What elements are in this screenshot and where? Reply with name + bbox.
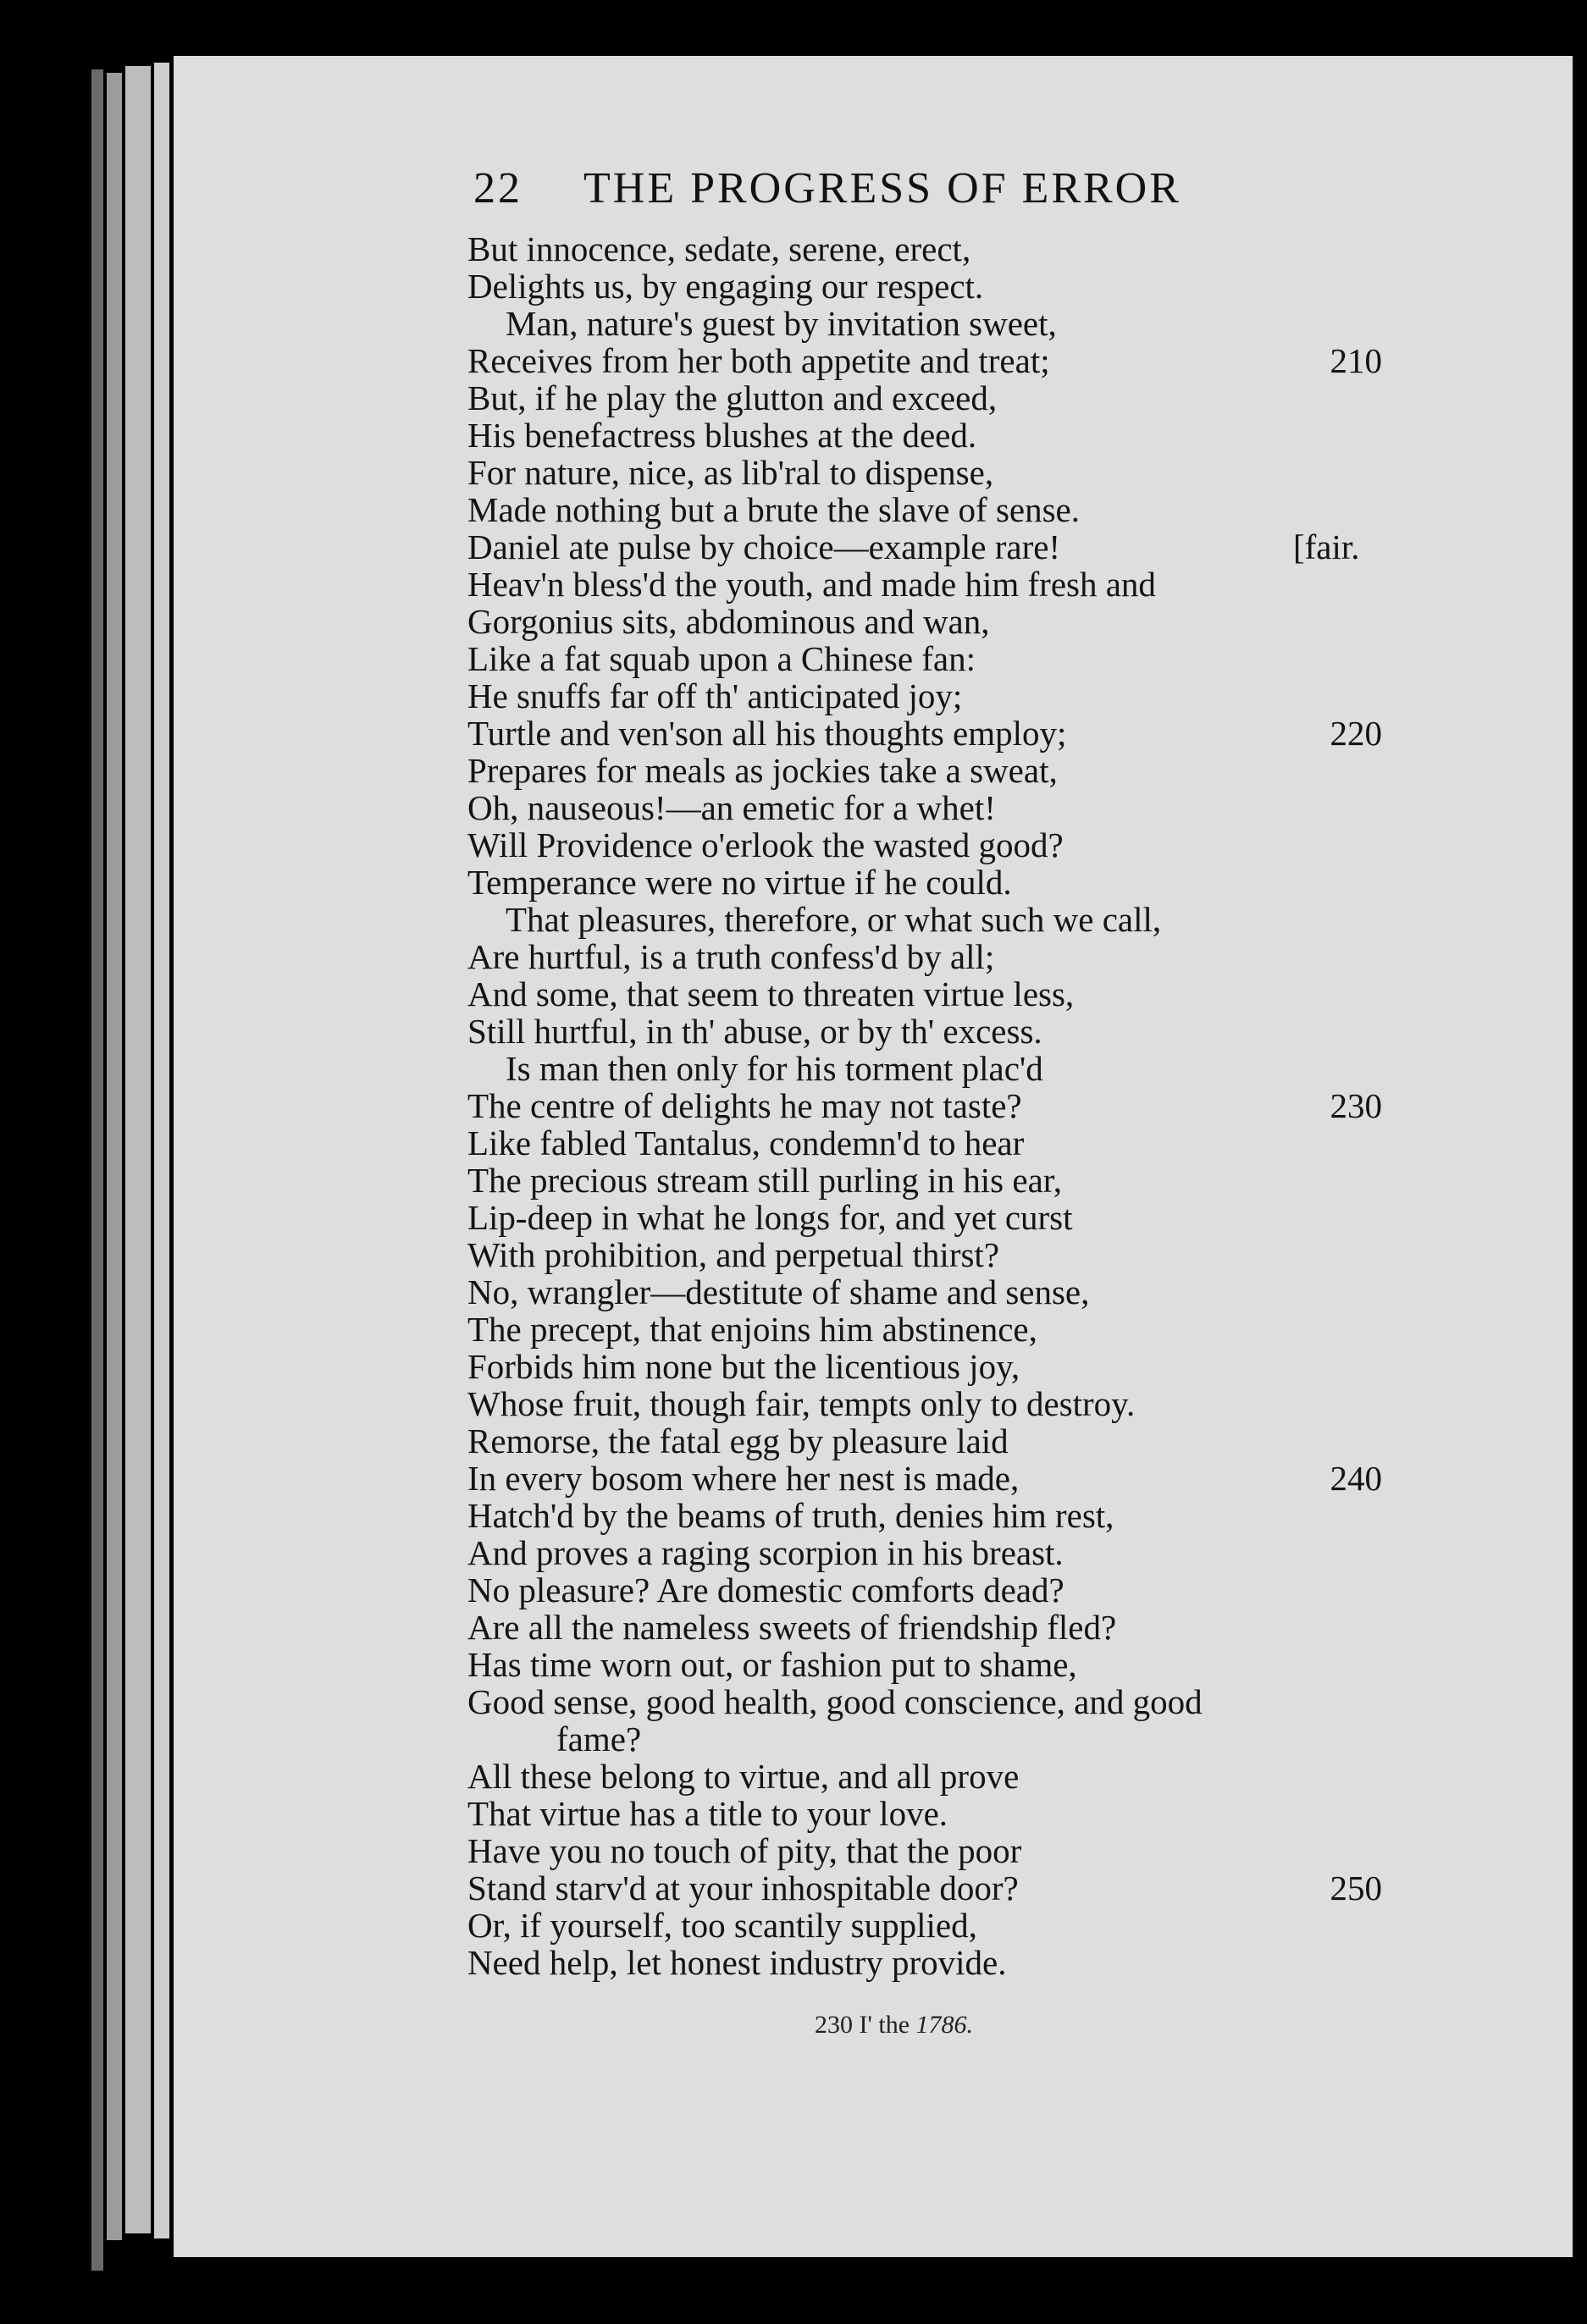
poem-line — [467, 1199, 1441, 1236]
poem-line — [467, 1087, 1441, 1124]
poem-line-text: Lip-deep in what he longs for, and yet curst — [467, 1198, 1073, 1237]
poem-line-text: Has time worn out, or fashion put to shame, — [467, 1645, 1077, 1684]
poem-line — [467, 305, 1441, 342]
poem-line-text: For nature, nice, as lib'ral to dispense, — [467, 453, 994, 492]
poem-line-text: Heav'n bless'd the youth, and made him fresh and — [467, 565, 1156, 604]
poem-line — [467, 1683, 1441, 1720]
line-number: 230 — [1330, 1086, 1382, 1125]
running-title: THE PROGRESS OF ERROR — [583, 164, 1181, 213]
poem-line-text: Is man then only for his torment plac'd — [506, 1049, 1043, 1088]
poem-line-text: Daniel ate pulse by choice—example rare! — [467, 527, 1061, 566]
poem-line — [467, 1869, 1441, 1907]
poem-line-text: Forbids him none but the licentious joy, — [467, 1347, 1020, 1386]
poem-line-text: fame? — [556, 1720, 642, 1758]
poem-line-text: His benefactress blushes at the deed. — [467, 416, 977, 455]
poem-line-text: But, if he play the glutton and exceed, — [467, 378, 998, 417]
poem-line — [467, 1720, 1441, 1758]
line-number: 250 — [1330, 1869, 1382, 1907]
poem-line-text: Prepares for meals as jockies take a sweat, — [467, 751, 1058, 790]
book-edge-light — [125, 66, 151, 2233]
poem-line — [467, 603, 1441, 640]
book-edge-inner — [154, 63, 169, 2238]
poem-line — [467, 752, 1441, 789]
poem-line — [467, 454, 1441, 491]
poem-line — [467, 1162, 1441, 1199]
poem-line — [467, 528, 1441, 566]
poem-line — [467, 1273, 1441, 1311]
poem-line — [467, 901, 1441, 938]
page-number: 22 — [473, 164, 523, 213]
line-number: 220 — [1330, 714, 1382, 753]
poem-line-text: And proves a raging scorpion in his breast. — [467, 1533, 1064, 1572]
poem-line-text: The precious stream still purling in his ear, — [467, 1161, 1063, 1200]
poem-line-text: Like fabled Tantalus, condemn'd to hear — [467, 1123, 1025, 1162]
poem-line-text: Delights us, by engaging our respect. — [467, 267, 984, 306]
poem-line-text: Receives from her both appetite and treat; — [467, 341, 1050, 380]
poem-line — [467, 1907, 1441, 1944]
poem-line — [467, 864, 1441, 901]
poem-line-text: Turtle and ven'son all his thoughts employ; — [467, 714, 1067, 753]
poem-line — [467, 566, 1441, 603]
poem-line-text: That virtue has a title to your love. — [467, 1794, 948, 1833]
poem-line — [467, 975, 1441, 1013]
poem-line-text: Will Providence o'erlook the wasted good? — [467, 825, 1064, 864]
poem-line — [467, 1571, 1441, 1609]
poem-line — [467, 1385, 1441, 1422]
poem-line-text: In every bosom where her nest is made, — [467, 1459, 1020, 1498]
poem-line-text: He snuffs far off th' anticipated joy; — [467, 676, 963, 715]
poem-line — [467, 491, 1441, 528]
poem-line — [467, 1311, 1441, 1348]
poem-line — [467, 1497, 1441, 1534]
poem-line — [467, 1795, 1441, 1832]
poem-line-text: But innocence, sedate, serene, erect, — [467, 229, 971, 268]
poem-line — [467, 1646, 1441, 1683]
poem-line-text: Need help, let honest industry provide. — [467, 1943, 1007, 1982]
poem-line — [467, 1050, 1441, 1087]
poem-line — [467, 1460, 1441, 1497]
poem-line-text: Remorse, the fatal egg by pleasure laid — [467, 1421, 1009, 1460]
poem-line — [467, 1236, 1441, 1273]
poem-line-text: Stand starv'd at your inhospitable door? — [467, 1869, 1019, 1907]
poem-line — [467, 230, 1441, 268]
poem-line-text: Temperance were no virtue if he could. — [467, 863, 1012, 902]
poem-line-text: And some, that seem to threaten virtue less, — [467, 974, 1075, 1013]
book-edge-dark — [91, 69, 103, 2271]
poem-line — [467, 1422, 1441, 1460]
poem-line — [467, 826, 1441, 864]
poem-line — [467, 1944, 1441, 1981]
poem-line — [467, 715, 1441, 752]
poem-line-text: With prohibition, and perpetual thirst? — [467, 1235, 1000, 1274]
poem-line — [467, 1124, 1441, 1162]
poem-line-text: Have you no touch of pity, that the poor — [467, 1831, 1022, 1870]
poem-line-text: Whose fruit, though fair, tempts only to destroy. — [467, 1384, 1136, 1423]
poem-line-text: The centre of delights he may not taste? — [467, 1086, 1022, 1125]
line-number: 240 — [1330, 1459, 1382, 1498]
poem-line — [467, 938, 1441, 975]
poem-line-text: No, wrangler—destitute of shame and sense, — [467, 1272, 1090, 1311]
line-number: 210 — [1330, 341, 1382, 380]
poem-line-text: Oh, nauseous!—an emetic for a whet! — [467, 788, 996, 827]
poem-line — [467, 1832, 1441, 1869]
poem-line — [467, 268, 1441, 305]
poem-line — [467, 1348, 1441, 1385]
poem-line-text: Man, nature's guest by invitation sweet, — [506, 304, 1057, 343]
poem-line — [467, 342, 1441, 379]
poem-line — [467, 1609, 1441, 1646]
poem-line-text: Good sense, good health, good conscience, and good — [467, 1682, 1203, 1721]
footnote-edition: 1786. — [915, 2011, 974, 2039]
poem-line-text: Are hurtful, is a truth confess'd by all; — [467, 937, 995, 976]
poem-line-text: No pleasure? Are domestic comforts dead? — [467, 1570, 1064, 1609]
poem-line-text: That pleasures, therefore, or what such we call, — [506, 900, 1162, 939]
poem-line-text: Or, if yourself, too scantily supplied, — [467, 1906, 977, 1945]
running-header — [473, 163, 1320, 223]
footnote-reading: I' the — [859, 2011, 910, 2039]
poem-line-text: The precept, that enjoins him abstinence, — [467, 1310, 1037, 1349]
turnover-word: [fair. — [1293, 527, 1360, 566]
poem-line-text: Gorgonius sits, abdominous and wan, — [467, 602, 990, 641]
poem-line-text: Like a fat squab upon a Chinese fan: — [467, 639, 976, 678]
poem-line-text: Are all the nameless sweets of friendship fled? — [467, 1608, 1117, 1647]
poem-line — [467, 640, 1441, 677]
poem-line-text: Made nothing but a brute the slave of sense. — [467, 490, 1081, 529]
poem-line — [467, 1013, 1441, 1050]
poem-line — [467, 677, 1441, 715]
footnote-line-ref: 230 — [815, 2011, 853, 2039]
poem-text — [467, 230, 1441, 1981]
poem-line-text: All these belong to virtue, and all prove — [467, 1757, 1020, 1796]
poem-line — [467, 1534, 1441, 1571]
poem-line — [467, 379, 1441, 417]
footnote — [815, 2011, 973, 2040]
poem-line — [467, 789, 1441, 826]
poem-line-text: Hatch'd by the beams of truth, denies him rest, — [467, 1496, 1114, 1535]
poem-line — [467, 1758, 1441, 1795]
poem-line — [467, 417, 1441, 454]
book-edge-mid — [107, 73, 122, 2240]
poem-line-text: Still hurtful, in th' abuse, or by th' excess. — [467, 1012, 1042, 1051]
